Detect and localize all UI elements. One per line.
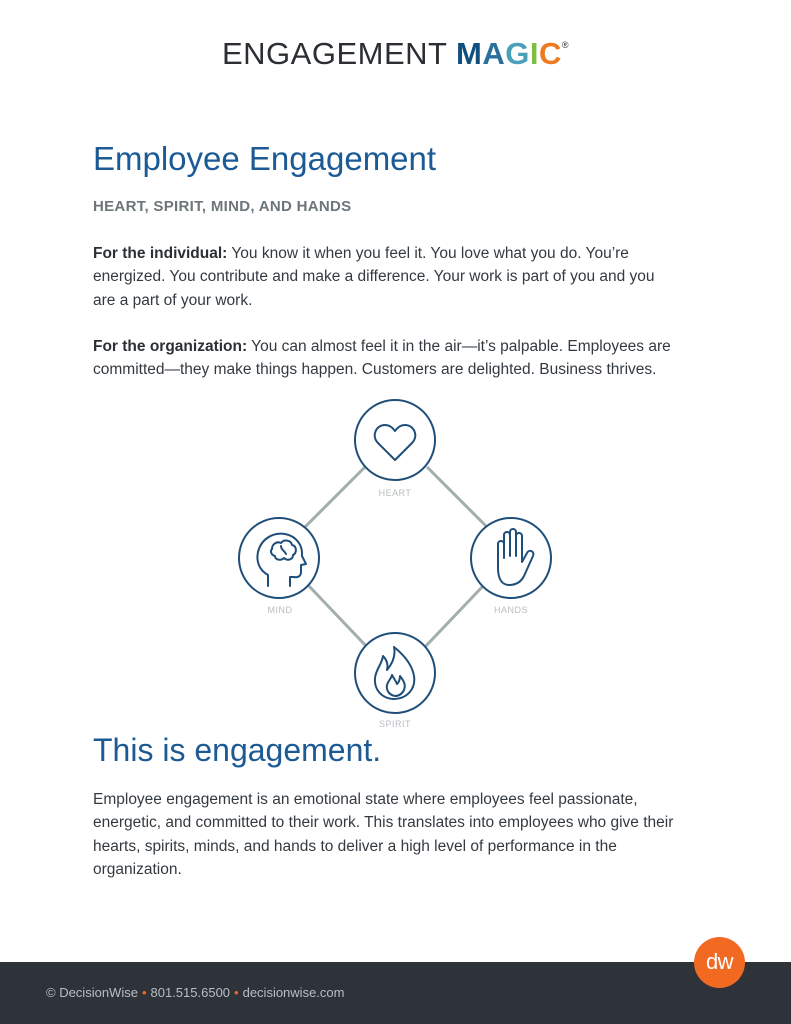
footer-separator: •	[234, 985, 239, 1000]
mind-node	[239, 518, 319, 598]
footer-company: © DecisionWise	[46, 985, 138, 1000]
section-heading: This is engagement.	[93, 732, 382, 768]
page-title: Employee Engagement	[93, 140, 437, 177]
mind-label: MIND	[267, 605, 293, 615]
spirit-label: SPIRIT	[378, 719, 411, 729]
logo-word-engagement: ENGAGEMENT	[221, 36, 447, 71]
footer-bar	[0, 962, 791, 1024]
heart-label: HEART	[378, 488, 412, 498]
organization-text: You can almost feel it in the air—it’s palpable. Employees are committed—they make things happen. Customers are delighted. Business thrives.	[93, 338, 671, 379]
footer-separator: •	[141, 985, 147, 1000]
decisionwise-badge: dw	[694, 937, 745, 988]
engagement-diagram	[230, 398, 560, 733]
hands-node	[471, 518, 551, 598]
organization-label: For the organization:	[93, 338, 248, 355]
page-subtitle: HEART, SPIRIT, MIND, AND HANDS	[93, 198, 352, 215]
individual-paragraph	[93, 242, 678, 312]
individual-text: You know it when you feel it. You love what you do. You’re energized. You contribute and make a difference. Your work is part of you and you are a part of your work.	[93, 245, 655, 309]
logo-word-magic: MAGIC	[456, 36, 562, 71]
diagram-graphic	[230, 398, 560, 733]
organization-paragraph	[93, 335, 678, 382]
registered-mark: ®	[561, 40, 570, 50]
hands-label: HANDS	[493, 605, 528, 615]
footer-contact	[46, 985, 344, 1000]
spirit-node	[355, 633, 435, 713]
engagement-magic-logo	[0, 36, 791, 72]
heart-node	[355, 400, 435, 480]
footer-phone: 801.515.6500	[150, 985, 231, 1000]
individual-label: For the individual:	[93, 245, 228, 262]
engagement-definition-paragraph: Employee engagement is an emotional state where employees feel passionate, energetic, and committed to their work. This translates into employees who give their hearts, spirits, minds, and hands to deliver a high level of performance in the organization.	[93, 791, 674, 878]
footer-website-link[interactable]: decisionwise.com	[242, 985, 345, 1000]
